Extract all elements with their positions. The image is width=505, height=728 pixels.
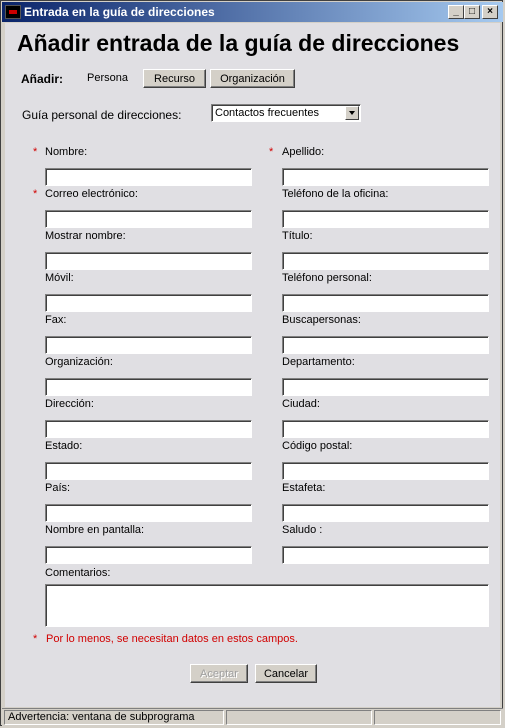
correo-field	[45, 188, 252, 206]
required-note: Por lo menos, se necesitan datos en estos campos.	[46, 633, 298, 645]
titulo-input[interactable]	[282, 252, 489, 270]
estafeta-field	[282, 482, 489, 500]
nombre-label: Nombre:	[45, 146, 88, 158]
departamento-field	[282, 356, 489, 374]
pais-field	[45, 482, 252, 500]
mostrar-nombre-label: Mostrar nombre:	[45, 230, 126, 242]
estafeta-input[interactable]	[282, 504, 489, 522]
fax-input[interactable]	[45, 336, 252, 354]
telefono-personal-input[interactable]	[282, 294, 489, 312]
nombre-pantalla-field	[45, 524, 252, 542]
apellido-input[interactable]	[282, 168, 489, 186]
direccion-label: Dirección:	[45, 398, 94, 410]
mostrar-nombre-field	[45, 230, 252, 248]
page-title: Añadir entrada de la guía de direcciones	[17, 30, 460, 56]
saludo-input[interactable]	[282, 546, 489, 564]
address-guide-select[interactable]	[211, 104, 361, 122]
telefono-oficina-label: Teléfono de la oficina:	[282, 188, 389, 200]
minimize-button[interactable]: _	[448, 5, 464, 19]
buscapersonas-label: Buscapersonas:	[282, 314, 361, 326]
mostrar-nombre-input[interactable]	[45, 252, 252, 270]
fax-label: Fax:	[45, 314, 67, 326]
required-marker: *	[33, 188, 38, 200]
person-option: Persona	[87, 72, 128, 84]
telefono-oficina-field	[282, 188, 489, 206]
status-text: Advertencia: ventana de subprograma	[4, 710, 224, 725]
titulo-label: Título:	[282, 230, 313, 242]
window-title: Entrada en la guía de direcciones	[24, 5, 215, 19]
telefono-oficina-input[interactable]	[282, 210, 489, 228]
ciudad-field	[282, 398, 489, 416]
nombre-field	[45, 146, 252, 164]
codigo-postal-input[interactable]	[282, 462, 489, 480]
ciudad-label: Ciudad:	[282, 398, 320, 410]
codigo-postal-label: Código postal:	[282, 440, 353, 452]
pais-label: País:	[45, 482, 71, 494]
estado-label: Estado:	[45, 440, 83, 452]
correo-label: Correo electrónico:	[45, 188, 138, 200]
required-marker: *	[33, 146, 38, 158]
ok-button[interactable]: Aceptar	[190, 664, 248, 683]
direccion-field	[45, 398, 252, 416]
resource-button[interactable]: Recurso	[143, 69, 206, 88]
required-marker: *	[269, 146, 274, 158]
add-label: Añadir:	[21, 72, 63, 86]
status-bar	[2, 708, 503, 727]
ciudad-input[interactable]	[282, 420, 489, 438]
nombre-pantalla-input[interactable]	[45, 546, 252, 564]
dialog-content	[5, 23, 500, 707]
nombre-pantalla-label: Nombre en pantalla:	[45, 524, 145, 536]
telefono-personal-label: Teléfono personal:	[282, 272, 372, 284]
close-button[interactable]: ×	[482, 5, 498, 19]
codigo-postal-field	[282, 440, 489, 458]
address-guide-value: Contactos frecuentes	[215, 107, 319, 119]
chevron-down-icon[interactable]	[345, 106, 359, 120]
departamento-input[interactable]	[282, 378, 489, 396]
apellido-field	[282, 146, 489, 164]
buscapersonas-field	[282, 314, 489, 332]
status-pane-2	[226, 710, 372, 725]
status-pane-3	[374, 710, 501, 725]
correo-input[interactable]	[45, 210, 252, 228]
estado-input[interactable]	[45, 462, 252, 480]
apellido-label: Apellido:	[282, 146, 325, 158]
maximize-button[interactable]: □	[464, 5, 480, 19]
movil-label: Móvil:	[45, 272, 74, 284]
telefono-personal-field	[282, 272, 489, 290]
required-marker: *	[33, 633, 38, 645]
comentarios-label: Comentarios:	[45, 567, 111, 579]
estado-field	[45, 440, 252, 458]
organization-button[interactable]: Organización	[210, 69, 295, 88]
address-guide-label: Guía personal de direcciones:	[22, 108, 182, 122]
comentarios-textarea[interactable]	[45, 584, 489, 627]
saludo-label: Saludo :	[282, 524, 323, 536]
buscapersonas-input[interactable]	[282, 336, 489, 354]
cancel-button[interactable]: Cancelar	[255, 664, 317, 683]
organizacion-label: Organización:	[45, 356, 113, 368]
fax-field	[45, 314, 252, 332]
organizacion-field	[45, 356, 252, 374]
estafeta-label: Estafeta:	[282, 482, 326, 494]
movil-input[interactable]	[45, 294, 252, 312]
direccion-input[interactable]	[45, 420, 252, 438]
departamento-label: Departamento:	[282, 356, 355, 368]
organizacion-input[interactable]	[45, 378, 252, 396]
nombre-input[interactable]	[45, 168, 252, 186]
title-bar[interactable]	[2, 2, 503, 22]
saludo-field	[282, 524, 489, 542]
titulo-field	[282, 230, 489, 248]
movil-field	[45, 272, 252, 290]
app-icon	[5, 5, 21, 19]
pais-input[interactable]	[45, 504, 252, 522]
